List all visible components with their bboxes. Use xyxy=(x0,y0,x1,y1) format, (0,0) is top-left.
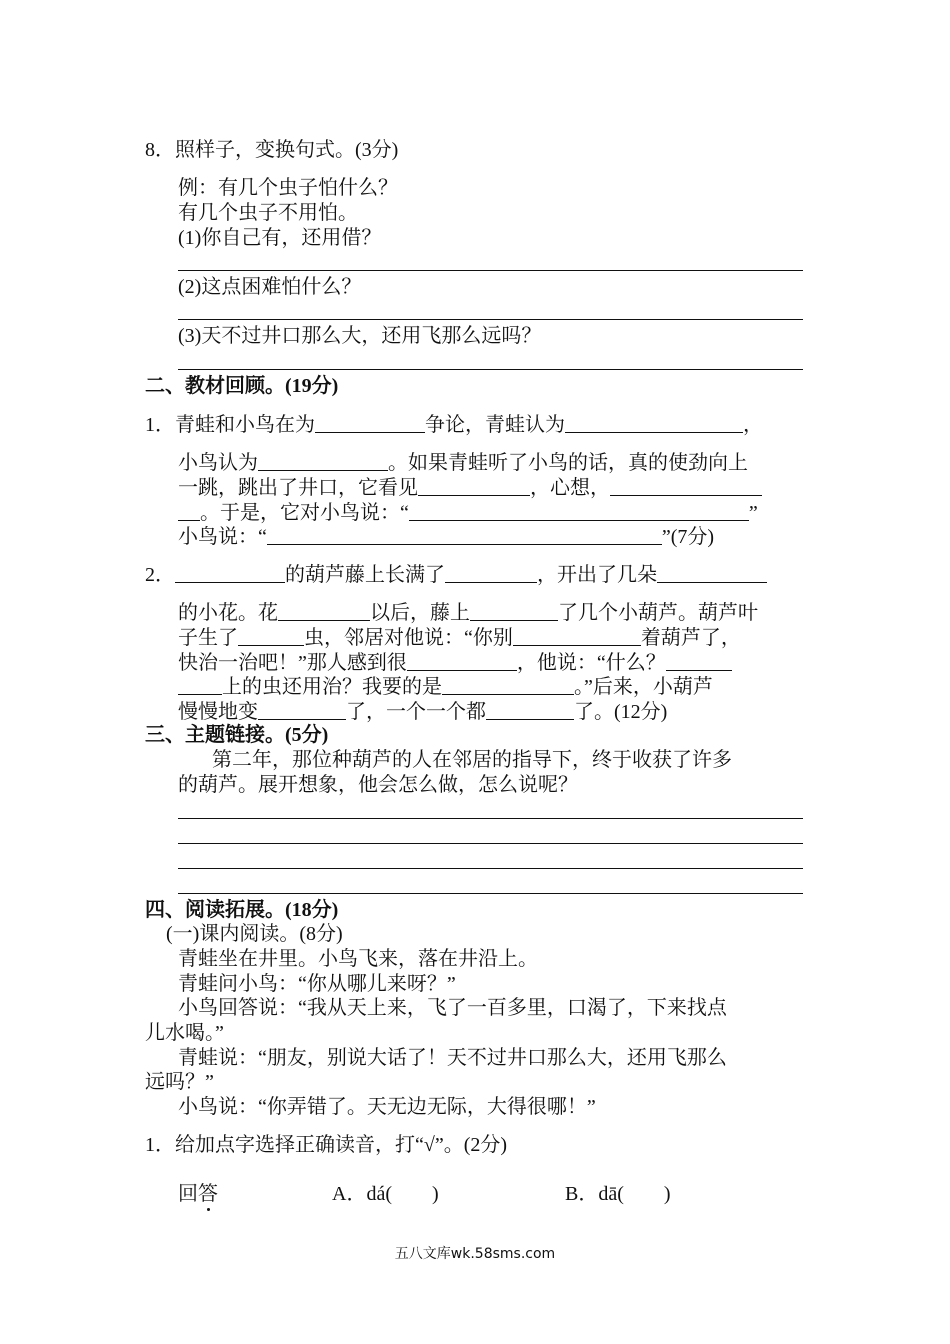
option-a[interactable]: A．dá( ) xyxy=(332,1183,439,1205)
blank[interactable] xyxy=(258,699,346,720)
blank[interactable] xyxy=(442,674,574,695)
reading-line-2: 青蛙问小鸟：“你从哪儿来呀？” xyxy=(178,973,456,995)
s4-subtitle: (一)课内阅读。(8分) xyxy=(166,923,343,945)
q8-example-2: 有几个虫子不用怕。 xyxy=(178,202,358,224)
reading-line-1: 青蛙坐在井里。小鸟飞来，落在井沿上。 xyxy=(178,948,538,970)
s2-q1-line-3: 一跳，跳出了井口，它看见 ，心想， xyxy=(178,475,762,500)
q8-title: 8．照样子，变换句式。(3分) xyxy=(145,139,399,161)
blank[interactable] xyxy=(565,412,743,433)
blank[interactable] xyxy=(470,600,558,621)
answer-line[interactable] xyxy=(178,818,803,819)
blank[interactable] xyxy=(657,562,767,583)
s2-q2-line-3: 子生了 虫，邻居对他说：“你别 着葫芦了， xyxy=(178,627,741,649)
s2-q1-line-4: 。于是，它对小鸟说：“ ” xyxy=(178,500,758,525)
answer-line[interactable] xyxy=(178,270,803,271)
s2-q2-line-2: 的小花。花 以后，藤上 了几个小葫芦。葫芦叶 xyxy=(178,602,758,624)
blank[interactable] xyxy=(258,450,388,471)
s2-q1-line-5: 小鸟说：“ ”(7分) xyxy=(178,526,715,548)
answer-line[interactable] xyxy=(178,319,803,320)
blank[interactable] xyxy=(407,650,517,671)
footer-watermark: 五八文库wk.58sms.com xyxy=(394,1246,556,1262)
q8-sentence-3: (3)天不过井口那么大，还用飞那么远吗？ xyxy=(178,325,542,347)
option-b[interactable]: B．dā( ) xyxy=(565,1183,671,1205)
blank[interactable] xyxy=(610,475,762,496)
target-word: 回答 xyxy=(178,1183,218,1205)
answer-line[interactable] xyxy=(178,843,803,844)
blank[interactable] xyxy=(445,562,537,583)
answer-line[interactable] xyxy=(178,893,803,894)
blank[interactable] xyxy=(178,500,200,521)
blank[interactable] xyxy=(175,562,285,583)
blank[interactable] xyxy=(418,475,530,496)
s4-q1-title: 1．给加点字选择正确读音，打“√”。(2分) xyxy=(145,1134,508,1156)
reading-line-5: 青蛙说：“朋友，别说大话了！天不过井口那么大，还用飞那么 xyxy=(178,1047,727,1069)
answer-line[interactable] xyxy=(178,369,803,370)
emphasis-dot xyxy=(207,1208,210,1211)
blank[interactable] xyxy=(178,674,222,695)
section-4-title: 四、阅读拓展。(18分) xyxy=(145,899,339,921)
blank[interactable] xyxy=(486,699,574,720)
s2-q2-line-5: 上的虫还用治？我要的是 。”后来，小葫芦 xyxy=(178,674,713,699)
reading-line-6: 远吗？” xyxy=(145,1071,214,1093)
s2-q1-line-2: 小鸟认为 。如果青蛙听了小鸟的话，真的使劲向上 xyxy=(178,452,748,474)
s2-q2-line-1: 2． 的葫芦藤上长满了 ，开出了几朵 xyxy=(145,562,767,587)
s2-q1-line-1: 1．青蛙和小鸟在为 争论，青蛙认为 ， xyxy=(145,414,763,436)
s2-q2-line-4: 快治一治吧！”那人感到很 ，他说：“什么？ xyxy=(178,650,732,675)
answer-line[interactable] xyxy=(178,868,803,869)
q8-sentence-1: (1)你自己有，还用借？ xyxy=(178,227,382,249)
reading-line-4: 儿水喝。” xyxy=(145,1022,224,1044)
blank[interactable] xyxy=(315,412,425,433)
blank[interactable] xyxy=(513,625,641,646)
section-2-title: 二、教材回顾。(19分) xyxy=(145,375,339,397)
blank[interactable] xyxy=(278,600,370,621)
reading-line-7: 小鸟说：“你弄错了。天无边无际，大得很哪！” xyxy=(178,1096,596,1118)
s3-prompt-1: 第二年，那位种葫芦的人在邻居的指导下，终于收获了许多 xyxy=(212,749,732,771)
s2-q2-line-6: 慢慢地变 了，一个一个都 了。(12分) xyxy=(178,701,668,723)
blank[interactable] xyxy=(409,500,749,521)
blank[interactable] xyxy=(267,524,662,545)
blank[interactable] xyxy=(238,625,304,646)
section-3-title: 三、主题链接。(5分) xyxy=(145,724,329,746)
q8-sentence-2: (2)这点困难怕什么？ xyxy=(178,276,362,298)
blank[interactable] xyxy=(666,650,732,671)
reading-line-3: 小鸟回答说：“我从天上来，飞了一百多里，口渴了，下来找点 xyxy=(178,997,727,1019)
s3-prompt-2: 的葫芦。展开想象，他会怎么做，怎么说呢？ xyxy=(178,774,578,796)
q8-example-1: 例：有几个虫子怕什么？ xyxy=(178,177,398,199)
